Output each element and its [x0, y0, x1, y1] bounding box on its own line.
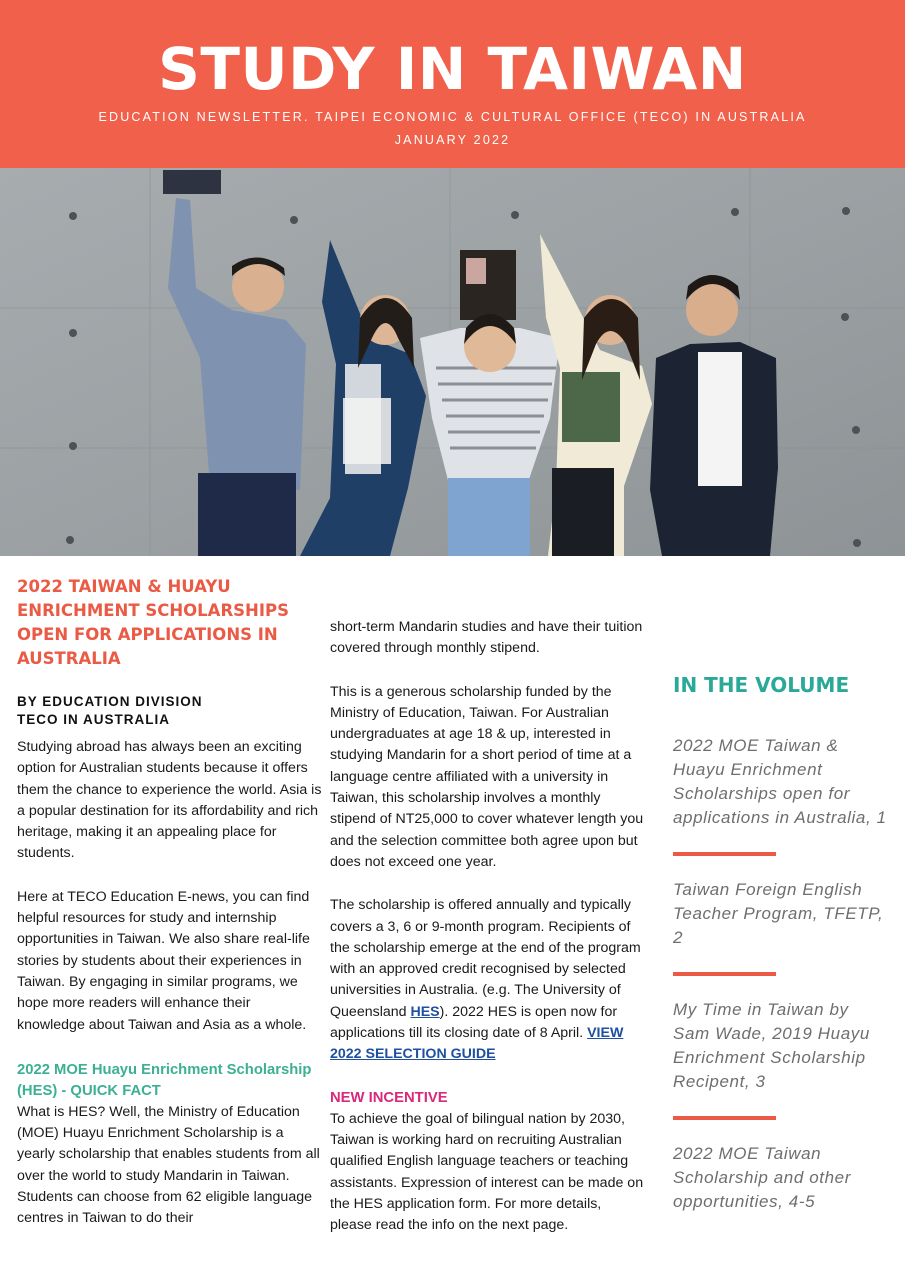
volume-title: IN THE VOLUME	[673, 673, 850, 697]
article-column-left	[17, 575, 322, 1230]
incentive-heading: NEW INCENTIVE	[330, 1089, 448, 1106]
incentive-paragraph: To achieve the goal of bilingual nation by 2030, Taiwan is working hard on recruiting Australian qualified English language teachers or teaching assistants. Expression of interest can be made on the HES application form. For more details, please read the info on the next page.	[330, 1110, 644, 1234]
volume-item-2: Taiwan Foreign English Teacher Program, TFETP, 2	[673, 880, 884, 947]
selection-guide-link[interactable]: VIEW 2022 SELECTION GUIDE	[330, 1025, 624, 1063]
newsletter-subtitle: EDUCATION NEWSLETTER. TAIPEI ECONOMIC & CULTURAL OFFICE (TECO) IN AUSTRALIA	[98, 110, 807, 124]
byline-line-1: BY EDUCATION DIVISION	[17, 694, 203, 709]
article-paragraph-1: Studying abroad has always been an exciting option for Australian students because it offers them the chance to experience the world. Asia is a popular destination for its affordability and rich heritage, making it an appealing place for students.	[17, 739, 322, 862]
students-photo	[0, 168, 905, 556]
article-headline: 2022 TAIWAN & HUAYU ENRICHMENT SCHOLARSHIPS OPEN FOR APPLICATIONS IN AUSTRALIA	[17, 577, 289, 668]
newsletter-title: STUDY IN TAIWAN	[158, 35, 747, 103]
volume-divider	[673, 852, 776, 856]
students-photo-illustration	[0, 168, 905, 556]
byline-line-2: TECO IN AUSTRALIA	[17, 712, 170, 727]
article-byline	[17, 693, 322, 729]
quick-fact-heading: 2022 MOE Huayu Enrichment Scholarship (HES) - QUICK FACT	[17, 1061, 312, 1099]
volume-item-3: My Time in Taiwan by Sam Wade, 2019 Huayu Enrichment Scholarship Recipent, 3	[673, 1000, 870, 1091]
paragraph-6-text-b: ). 2022 HES is open now for applications till its closing date of 8 April.	[330, 1003, 618, 1042]
volume-divider	[673, 1116, 776, 1120]
hes-link[interactable]: HES	[410, 1003, 440, 1020]
article-column-middle	[330, 617, 645, 1236]
volume-divider	[673, 972, 776, 976]
newsletter-date: JANUARY 2022	[394, 133, 511, 147]
article-paragraph-5: This is a generous scholarship funded by the Ministry of Education, Taiwan. For Australian undergraduates at age 18 & up, interested in studying Mandarin for a short period of time at a language centre affiliated with a university in Taiwan, this scholarship involves a monthly stipend of NT25,000 to cover whatever length you and the selection committee both agree upon but does not exceed one year.	[330, 683, 644, 870]
paragraph-6-text-a: The scholarship is offered annually and typically covers a 3, 6 or 9-month program. Recipients of the scholarship emerge at the end of the program with an approved credit recognised by selected universities in Australia. (e.g. The University of Queensland	[330, 897, 641, 1020]
article-paragraph-3: What is HES? Well, the Ministry of Education (MOE) Huayu Enrichment Scholarship is a yearly scholarship that enables students from all over the world to study Mandarin in Taiwan. Students can choose from 62 eligible language centres in Taiwan to do their	[17, 1103, 320, 1227]
article-paragraph-6	[330, 895, 645, 1065]
newsletter-header	[0, 0, 905, 168]
volume-item-4: 2022 MOE Taiwan Scholarship and other opportunities, 4-5	[673, 1144, 851, 1211]
volume-item-1: 2022 MOE Taiwan & Huayu Enrichment Scholarships open for applications in Australia, 1	[673, 736, 887, 827]
article-paragraph-4: short-term Mandarin studies and have their tuition covered through monthly stipend.	[330, 619, 643, 657]
article-paragraph-2: Here at TECO Education E-news, you can find helpful resources for study and internship opportunities in Taiwan. We also share real-life stories by students about their experiences in Taiwan. By engaging in similar programs, we hope more readers will enhance their knowledge about Taiwan and Asia as a whole.	[17, 888, 310, 1033]
volume-sidebar	[673, 672, 888, 1214]
